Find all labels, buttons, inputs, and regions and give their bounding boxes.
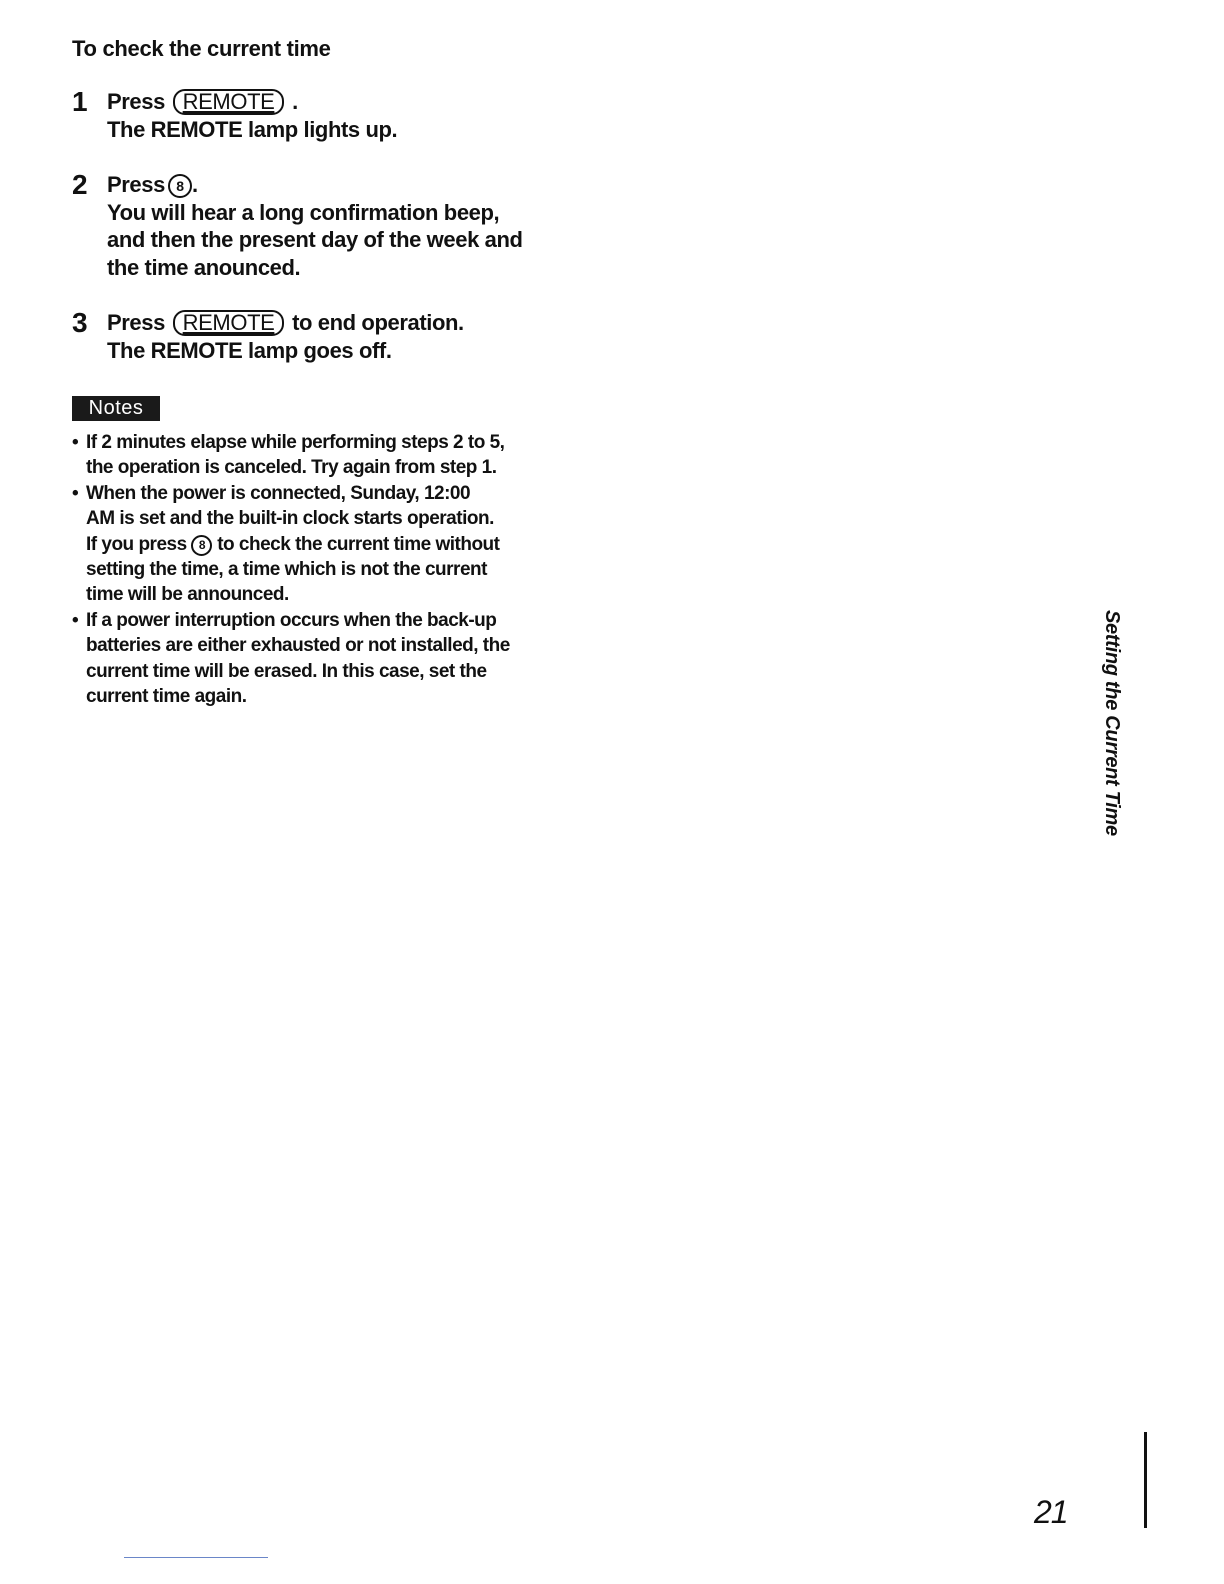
after-key-text: .: [191, 172, 198, 197]
step-3: [72, 309, 552, 364]
after-key-text: to end operation.: [292, 310, 464, 335]
circled-8-key-icon: 8: [191, 535, 212, 556]
note-line: setting the time, a time which is not the current: [86, 559, 487, 581]
note-line: current time will be erased. In this case, set the: [86, 660, 487, 682]
note-line: current time again.: [86, 686, 247, 708]
step-description-line: You will hear a long confirmation beep,: [107, 199, 500, 225]
step-number: 2: [72, 169, 88, 200]
section-heading: To check the current time: [72, 36, 331, 61]
section-side-tab: [1100, 610, 1130, 850]
step-description: The REMOTE lamp goes off.: [107, 337, 392, 363]
bottom-rule: [124, 1557, 268, 1558]
step-number: 3: [72, 307, 88, 338]
step-description: The REMOTE lamp lights up.: [107, 116, 398, 142]
circled-8-key-icon: 8: [168, 174, 192, 198]
press-label: Press: [107, 89, 165, 114]
step-description-line: and then the present day of the week and: [107, 227, 523, 252]
step-instruction: [107, 88, 552, 116]
note-line: time will be announced.: [86, 584, 289, 606]
remote-button-icon: REMOTE: [173, 310, 285, 336]
note-item: [72, 481, 552, 608]
step-2: [72, 171, 552, 281]
page-edge-rule: [1144, 1432, 1147, 1528]
step-description-line: the time anounced.: [107, 254, 301, 280]
step-instruction: [107, 309, 552, 337]
note-item: [72, 430, 552, 481]
section-side-tab-label: Setting the Current Time: [1101, 610, 1123, 836]
step-1: [72, 88, 552, 143]
note-line: • If a power interruption occurs when the back-up: [86, 609, 497, 631]
notes-badge: Notes: [72, 396, 160, 421]
note-press-prefix: If you press: [86, 533, 187, 555]
note-press-suffix: to check the current time without: [217, 533, 500, 555]
remote-button-icon: REMOTE: [173, 89, 285, 115]
page-number: 21: [1034, 1494, 1068, 1530]
note-item: [72, 608, 552, 710]
press-label: Press: [107, 172, 165, 197]
after-key-text: .: [292, 89, 298, 114]
notes-list: [72, 430, 552, 709]
note-line: AM is set and the built-in clock starts operation.: [86, 508, 494, 530]
note-line: • When the power is connected, Sunday, 12:00: [86, 482, 471, 504]
note-line: [86, 532, 552, 557]
press-label: Press: [107, 310, 165, 335]
note-line: batteries are either exhausted or not installed, the: [86, 635, 510, 657]
step-instruction: [107, 171, 552, 199]
note-line: • If 2 minutes elapse while performing steps 2 to 5,: [86, 432, 505, 453]
note-line: the operation is canceled. Try again from step 1.: [86, 457, 497, 479]
step-number: 1: [72, 86, 88, 117]
